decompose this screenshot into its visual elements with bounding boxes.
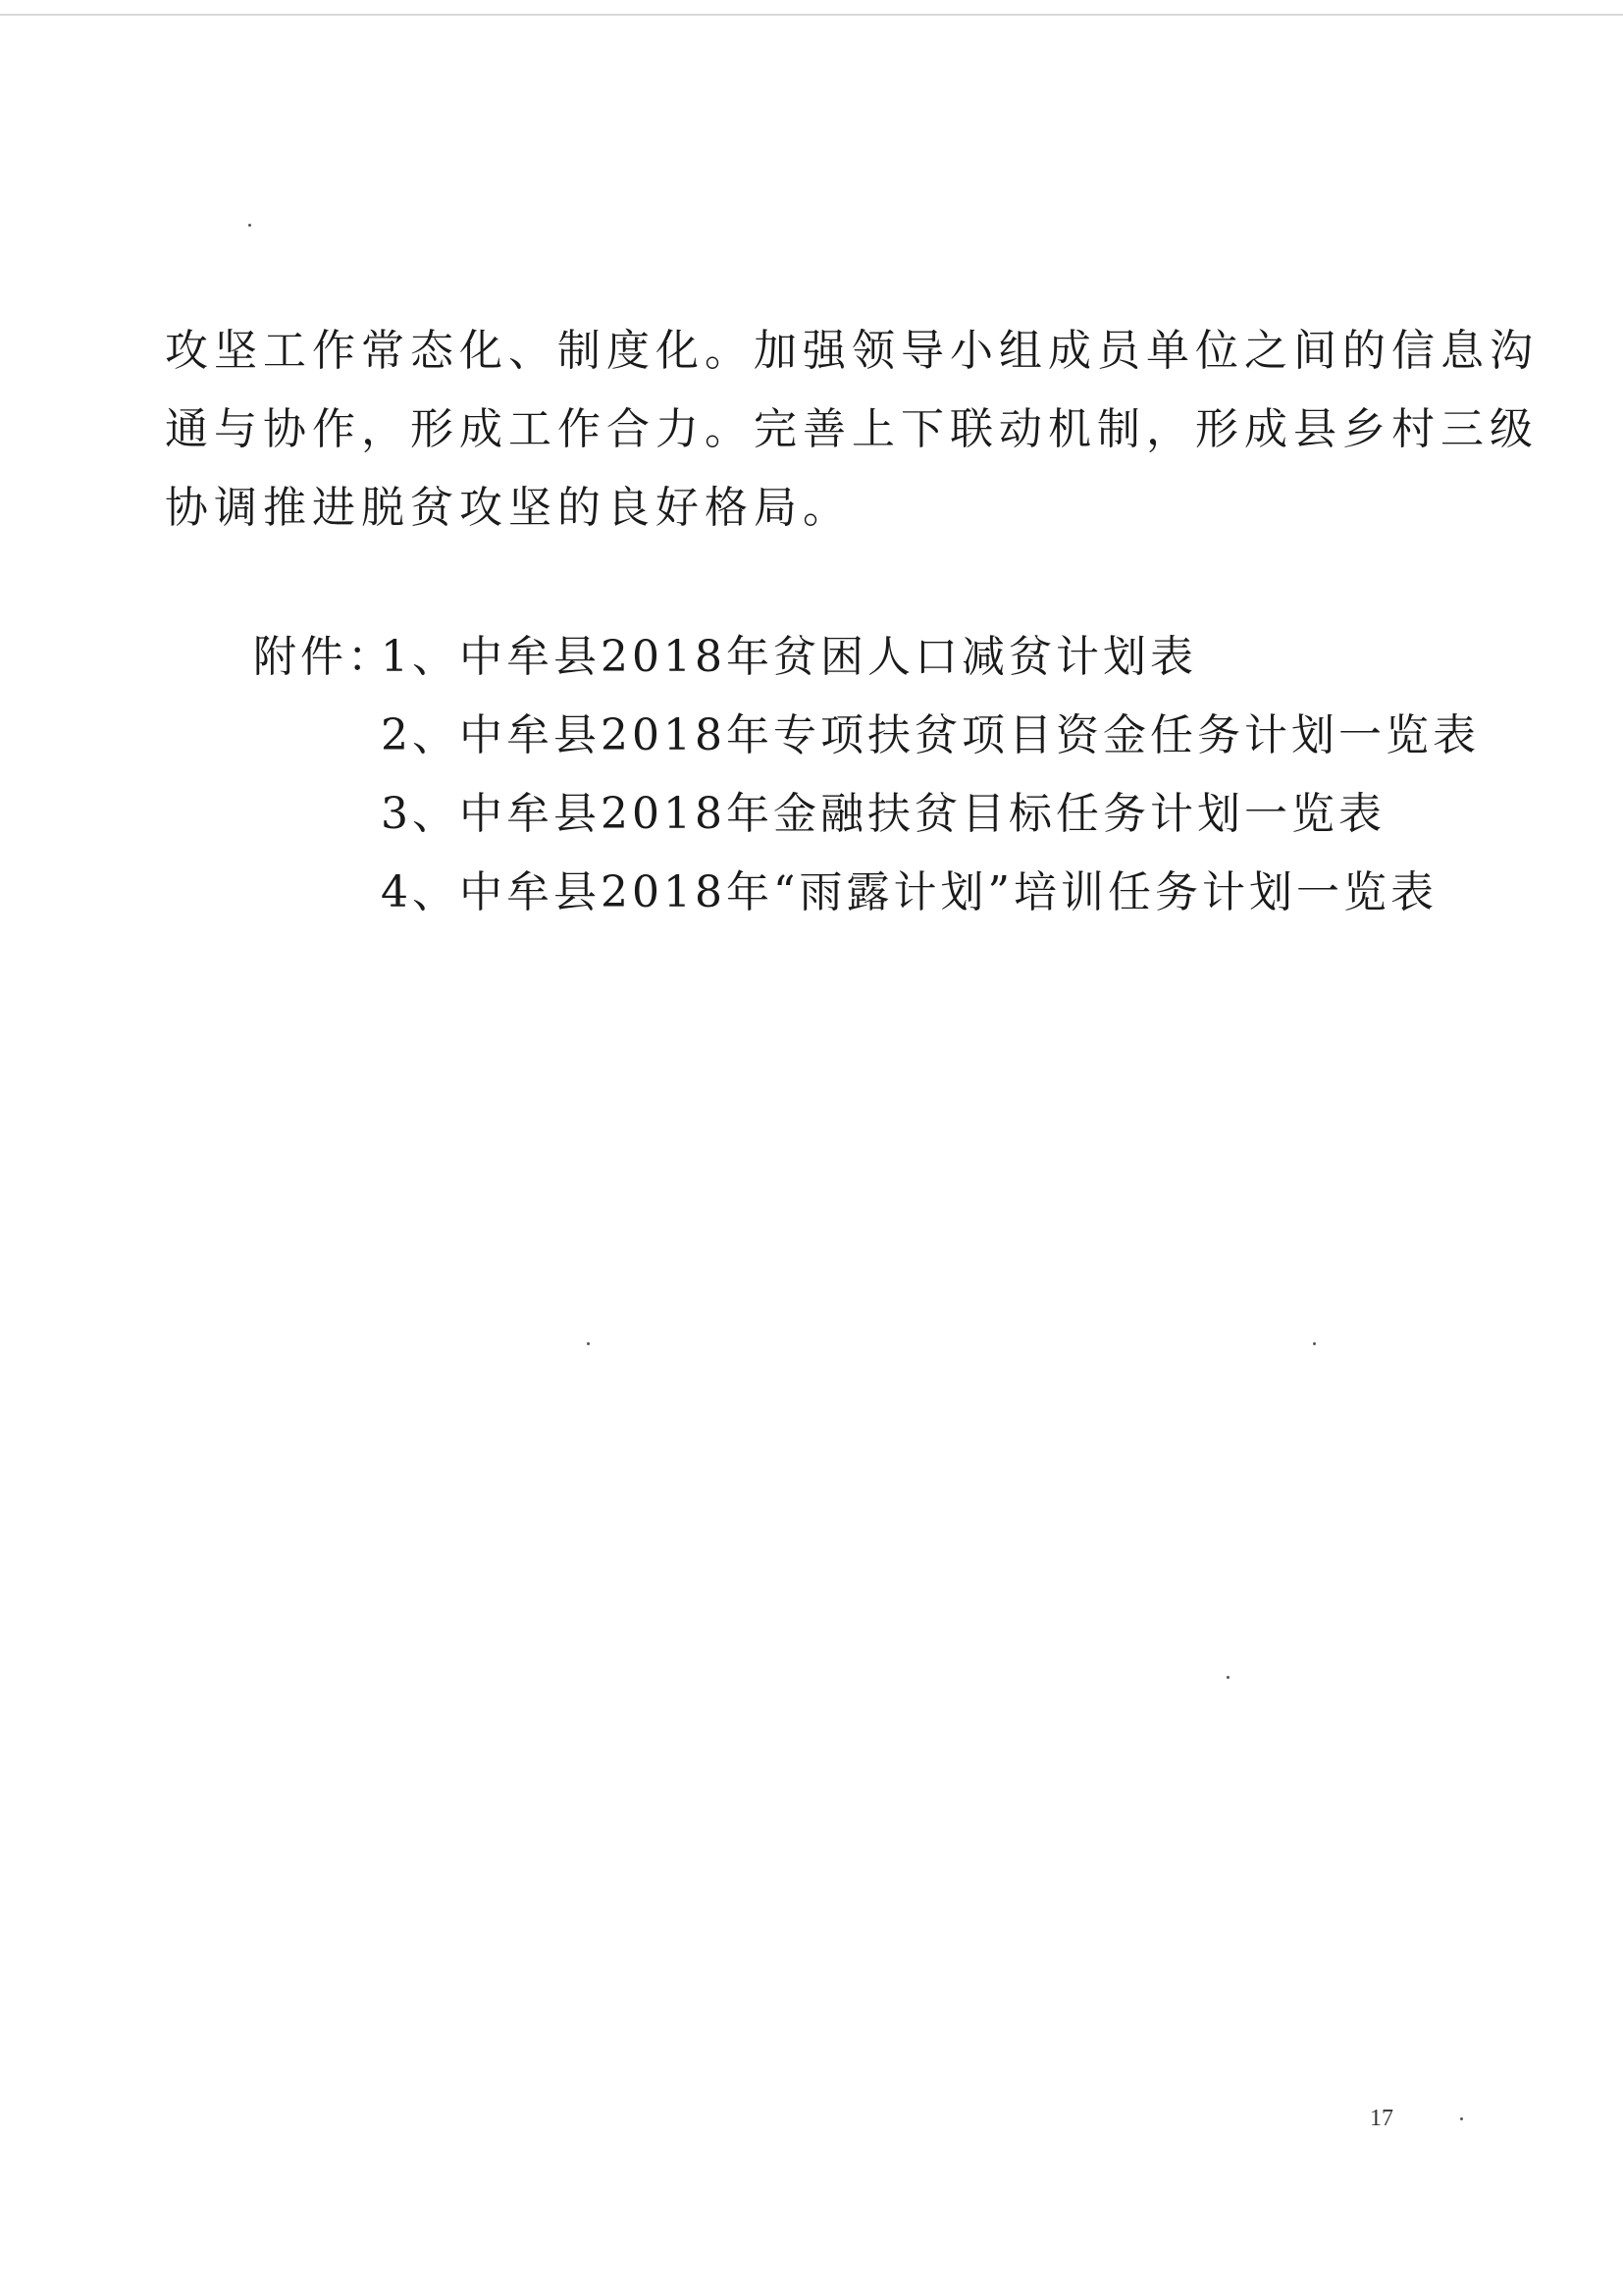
- paragraph-line: 攻坚工作常态化、制度化。加强领导小组成员单位之间的信息沟: [165, 326, 1539, 376]
- attachment-item: [253, 697, 1480, 775]
- attachments-list: [253, 618, 1480, 932]
- scan-speck: [1313, 1342, 1316, 1345]
- scan-speck: [248, 224, 251, 227]
- top-border: [0, 14, 1623, 16]
- paragraph-line: 协调推进脱贫攻坚的良好格局。: [165, 483, 852, 533]
- scan-speck: [1227, 1676, 1230, 1679]
- attachment-title: 1、中牟县2018年贫困人口减贫计划表: [381, 632, 1197, 682]
- attachment-item: [253, 854, 1438, 932]
- attachment-item: [253, 618, 1431, 697]
- scan-speck: [1460, 2117, 1463, 2120]
- attachment-item: [253, 775, 1431, 854]
- attachment-title: 2、中牟县2018年专项扶贫项目资金任务计划一览表: [381, 710, 1480, 760]
- attachment-title: 3、中牟县2018年金融扶贫目标任务计划一览表: [381, 789, 1386, 839]
- attachment-title: 4、中牟县2018年“雨露计划”培训任务计划一览表: [381, 867, 1438, 917]
- page-number: 17: [1370, 2106, 1393, 2131]
- paragraph-line: 通与协作，形成工作合力。完善上下联动机制，形成县乡村三级: [165, 404, 1539, 454]
- scan-speck: [587, 1342, 590, 1345]
- attachments-label: 附件：: [253, 632, 394, 682]
- body-paragraph: [165, 312, 1539, 548]
